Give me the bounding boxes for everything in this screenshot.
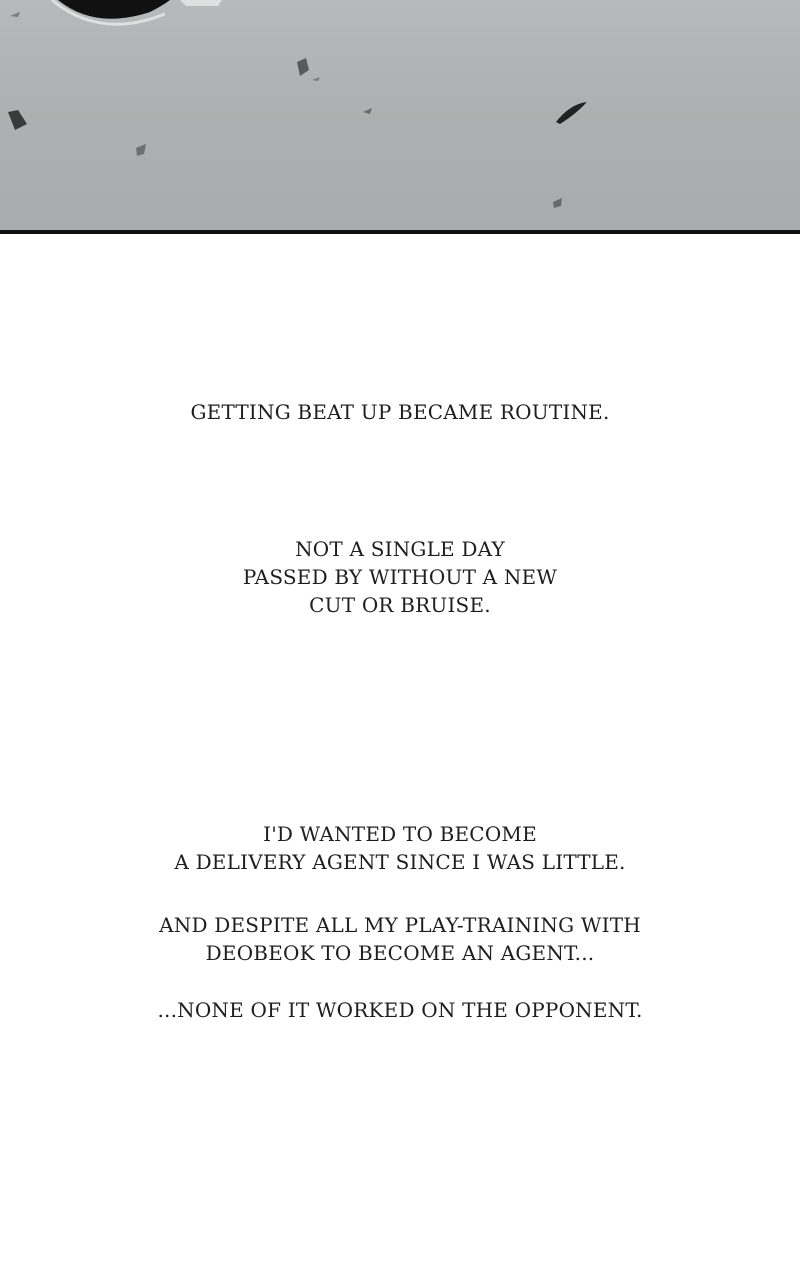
debris-shards-icon (0, 0, 800, 230)
caption-none-worked (0, 996, 800, 1024)
caption-play-training (0, 911, 800, 967)
caption-line: CUT OR BRUISE. (309, 593, 491, 617)
caption-bruise (0, 535, 800, 619)
comic-panel (0, 0, 800, 234)
caption-line: AND DESPITE ALL MY PLAY-TRAINING WITH (159, 913, 641, 937)
caption-line: A DELIVERY AGENT SINCE I WAS LITTLE. (174, 850, 626, 874)
caption-line: I'D WANTED TO BECOME (263, 822, 537, 846)
caption-line: GETTING BEAT UP BECAME ROUTINE. (190, 400, 610, 424)
caption-line: PASSED BY WITHOUT A NEW (242, 565, 558, 589)
caption-line: NOT A SINGLE DAY (295, 537, 505, 561)
caption-line: ...NONE OF IT WORKED ON THE OPPONENT. (157, 998, 643, 1022)
caption-routine (0, 398, 800, 426)
caption-line: DEOBEOK TO BECOME AN AGENT... (205, 941, 595, 965)
caption-delivery-agent (0, 820, 800, 876)
